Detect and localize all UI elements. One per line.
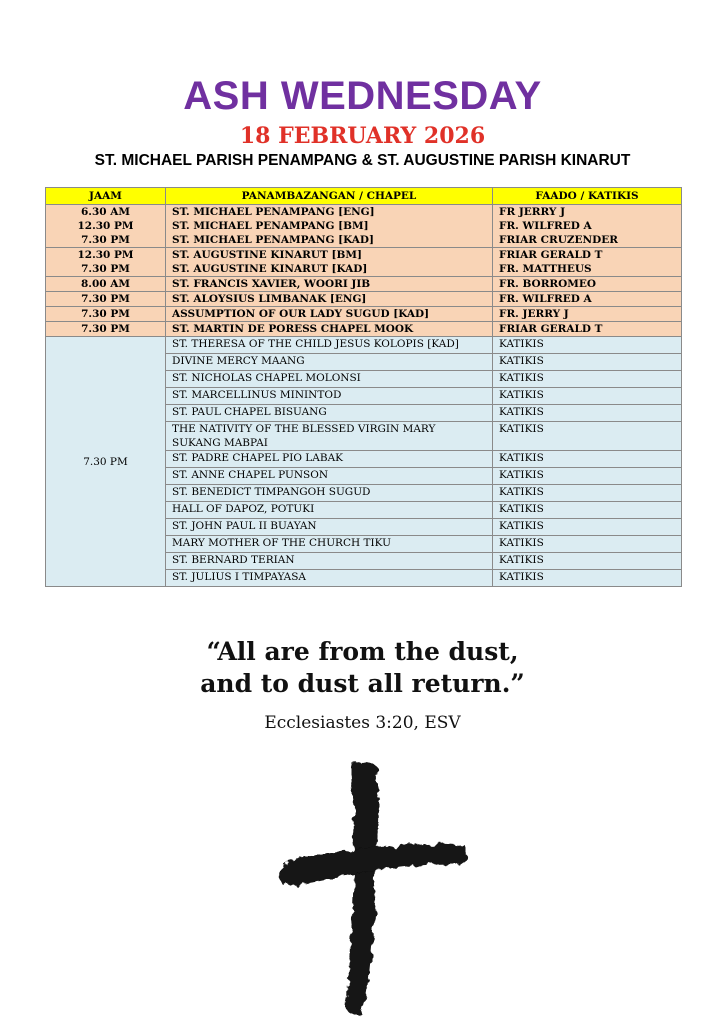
chapel-cell <box>166 422 493 451</box>
chapel-text: ST. PAUL CHAPEL BISUANG <box>172 406 327 418</box>
chapel-cell <box>166 354 493 371</box>
header-chapel: PANAMBAZANGAN / CHAPEL <box>166 188 493 205</box>
quote-line-1: “All are from the dust, <box>206 637 519 666</box>
leader-cell: KATIKIS <box>493 451 682 468</box>
chapel-cell <box>166 570 493 587</box>
header-time: JAAM <box>46 188 166 205</box>
chapel-cell <box>166 292 493 307</box>
leader-cell: KATIKIS <box>493 485 682 502</box>
celebrant-cell <box>493 248 682 277</box>
celebrant-cell <box>493 292 682 307</box>
ash-cross-icon <box>270 752 470 1022</box>
celebrant-cell <box>493 322 682 337</box>
chapel-text: ST. FRANCIS XAVIER, WOORI JIB <box>172 278 371 290</box>
chapel-cell <box>166 468 493 485</box>
celebrant-text: FRIAR GERALD T <box>499 323 603 335</box>
time-text: 6.30 AM <box>81 206 130 218</box>
chapel-text: ST. MARTIN DE PORESS CHAPEL MOOK <box>172 323 414 335</box>
chapel-cell <box>166 322 493 337</box>
celebrant-text: FR. MATTHEUS <box>499 263 592 275</box>
header-celebrant: FAADO / KATIKIS <box>493 188 682 205</box>
leader-cell: KATIKIS <box>493 371 682 388</box>
mass-schedule-table <box>45 187 682 587</box>
chapel-text: ST. AUGUSTINE KINARUT [KAD] <box>172 263 368 275</box>
leader-cell: KATIKIS <box>493 422 682 451</box>
chapel-text: ST. NICHOLAS CHAPEL MOLONSI <box>172 372 361 384</box>
chapel-text: ST. MICHAEL PENAMPANG [BM] <box>172 220 369 232</box>
chapel-cell <box>166 485 493 502</box>
chapel-cell <box>166 451 493 468</box>
celebrant-cell <box>493 277 682 292</box>
time-cell <box>46 307 166 322</box>
chapel-text: ST. JULIUS I TIMPAYASA <box>172 571 307 583</box>
chapel-text: MARY MOTHER OF THE CHURCH TIKU <box>172 537 391 549</box>
table-row <box>46 205 682 248</box>
scripture-quote <box>0 636 725 700</box>
chapel-text: ST. MICHAEL PENAMPANG [KAD] <box>172 234 375 246</box>
chapel-text: ST. ALOYSIUS LIMBANAK [ENG] <box>172 293 367 305</box>
chapel-cell <box>166 277 493 292</box>
chapel-text: ST. AUGUSTINE KINARUT [BM] <box>172 249 362 261</box>
chapel-cell <box>166 405 493 422</box>
chapel-text: ST. BERNARD TERIAN <box>172 554 295 566</box>
table-row <box>46 248 682 277</box>
time-cell <box>46 322 166 337</box>
table-row <box>46 307 682 322</box>
table-row <box>46 277 682 292</box>
time-text: 12.30 PM <box>77 220 134 232</box>
table-row <box>46 292 682 307</box>
katikis-time-cell: 7.30 PM <box>46 337 166 587</box>
leader-cell: KATIKIS <box>493 536 682 553</box>
leader-cell: KATIKIS <box>493 354 682 371</box>
chapel-text: ST. BENEDICT TIMPANGOH SUGUD <box>172 486 371 498</box>
chapel-text: ST. JOHN PAUL II BUAYAN <box>172 520 317 532</box>
chapel-cell <box>166 388 493 405</box>
leader-cell: KATIKIS <box>493 405 682 422</box>
event-date: 18 FEBRUARY 2026 <box>239 123 486 149</box>
page-title: ASH WEDNESDAY <box>183 74 542 118</box>
schedule-body <box>46 205 682 587</box>
celebrant-text: FRIAR GERALD T <box>499 249 603 261</box>
chapel-text: ST. PADRE CHAPEL PIO LABAK <box>172 452 344 464</box>
chapel-text: HALL OF DAPOZ, POTUKI <box>172 503 315 515</box>
time-cell <box>46 205 166 248</box>
chapel-cell <box>166 536 493 553</box>
leader-cell: KATIKIS <box>493 468 682 485</box>
leader-cell: KATIKIS <box>493 519 682 536</box>
chapel-cell <box>166 307 493 322</box>
time-cell <box>46 277 166 292</box>
leader-cell: KATIKIS <box>493 570 682 587</box>
celebrant-text: FR. BORROMEO <box>499 278 597 290</box>
chapel-text: ST. MARCELLINUS MININTOD <box>172 389 342 401</box>
time-cell <box>46 248 166 277</box>
quote-line-2: and to dust all return.” <box>200 669 525 698</box>
parish-subtitle: ST. MICHAEL PARISH PENAMPANG & ST. AUGUSTINE PARISH KINARUT <box>94 152 631 169</box>
table-row <box>46 337 682 354</box>
leader-cell: KATIKIS <box>493 337 682 354</box>
leader-cell: KATIKIS <box>493 553 682 570</box>
chapel-text: THE NATIVITY OF THE BLESSED VIRGIN MARY <box>172 423 436 435</box>
celebrant-cell <box>493 307 682 322</box>
celebrant-text: FR. JERRY J <box>499 308 569 320</box>
chapel-cell <box>166 553 493 570</box>
time-text: 7.30 PM <box>81 263 130 275</box>
time-text: 12.30 PM <box>77 249 134 261</box>
time-text: 7.30 PM <box>81 323 130 335</box>
time-text: 7.30 PM <box>81 293 130 305</box>
chapel-cell <box>166 337 493 354</box>
table-row <box>46 322 682 337</box>
celebrant-cell <box>493 205 682 248</box>
chapel-cell <box>166 248 493 277</box>
time-text: 7.30 PM <box>81 234 130 246</box>
chapel-text: DIVINE MERCY MAANG <box>172 355 305 367</box>
leader-cell: KATIKIS <box>493 388 682 405</box>
time-cell <box>46 292 166 307</box>
chapel-text-line2: SUKANG MABPAI <box>172 437 268 449</box>
chapel-cell <box>166 519 493 536</box>
chapel-text: ST. ANNE CHAPEL PUNSON <box>172 469 329 481</box>
chapel-text: ST. THERESA OF THE CHILD JESUS KOLOPIS [KAD] <box>172 338 459 350</box>
time-text: 7.30 PM <box>81 308 130 320</box>
chapel-text: ST. MICHAEL PENAMPANG [ENG] <box>172 206 375 218</box>
celebrant-text: FR JERRY J <box>499 206 566 218</box>
table-header-row <box>46 188 682 205</box>
celebrant-text: FRIAR CRUZENDER <box>499 234 618 246</box>
chapel-cell <box>166 502 493 519</box>
chapel-cell <box>166 205 493 248</box>
chapel-text: ASSUMPTION OF OUR LADY SUGUD [KAD] <box>172 308 430 320</box>
time-text: 8.00 AM <box>81 278 130 290</box>
chapel-cell <box>166 371 493 388</box>
celebrant-text: FR. WILFRED A <box>499 293 592 305</box>
scripture-reference: Ecclesiastes 3:20, ESV <box>264 713 461 733</box>
leader-cell: KATIKIS <box>493 502 682 519</box>
celebrant-text: FR. WILFRED A <box>499 220 592 232</box>
